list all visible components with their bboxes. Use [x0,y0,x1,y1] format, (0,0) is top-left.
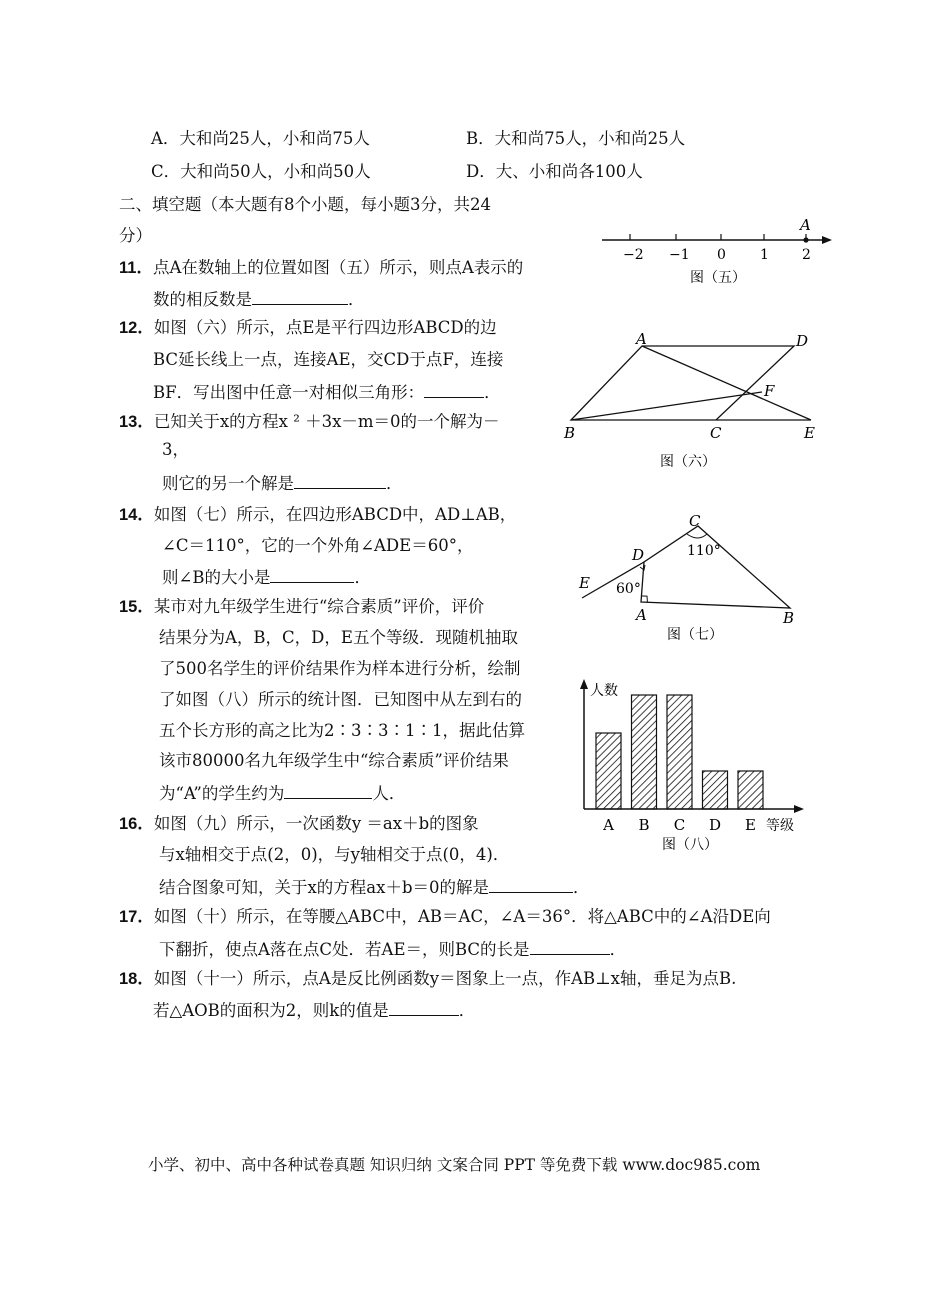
question-text: 如图（七）所示，在四边形ABCD中，AD⊥AB， [153,505,517,524]
arrow-icon [822,236,832,244]
question-18 [119,969,736,989]
angle-label-d: 60° [616,581,641,597]
category-label: D [708,816,722,834]
question-14-line2: ∠C＝110°，它的一个外角∠ADE＝60°， [162,536,474,555]
bar-group [596,695,763,809]
punctuation: ． [484,383,501,402]
punctuation: ． [386,474,403,493]
question-number: 13． [119,413,154,431]
question-16-line2: 与x轴相交于点(2，0)，与y轴相交于点(0，4)． [159,845,510,864]
question-text: 如图（六）所示，点E是平行四边形ABCD的边 [153,318,497,337]
question-15-line5: 五个长方形的高之比为2∶3∶3∶1∶1，据此估算 [159,721,525,740]
vertex-label-b: B [783,609,795,627]
question-14 [119,505,516,525]
question-17-line2 [159,938,626,960]
choice-d: D．大、小和尚各100人 [466,162,643,181]
question-15-line6: 该市80000名九年级学生中“综合素质”评价结果 [159,751,509,770]
tick-label: −2 [623,247,644,263]
question-15 [119,597,484,617]
punctuation: ． [348,290,365,309]
figure-number-line [596,212,836,292]
quadrilateral-abcd [641,526,790,608]
category-label: E [745,816,756,834]
figure-caption: 图（七） [667,627,723,643]
question-13-line2: 3， [162,440,189,459]
vertex-label-c: C [710,424,722,442]
angle-label-c: 110° [687,543,721,559]
page-footer: 小学、初中、高中各种试卷真题 知识归纳 文案合同 PPT 等免费下载 www.doc985.com [148,1156,761,1174]
bar-d [703,771,728,809]
vertex-label-a: A [636,606,647,624]
figure-bar-chart [574,675,814,857]
answer-blank[interactable] [270,566,354,583]
question-15-line4: 了如图（八）所示的统计图．已知图中从左到右的 [159,690,522,709]
point-a [803,237,808,242]
question-number: 16． [119,815,154,833]
vertex-label-c: C [689,512,701,530]
segment-ae [642,346,811,420]
tick-label: 0 [717,247,726,263]
question-12-line3 [153,381,501,403]
choice-b: B．大和尚75人，小和尚25人 [466,129,686,148]
question-text: 结合图象可知，关于x的方程ax＋b＝0的解是 [159,878,490,897]
question-text: 若△AOB的面积为2，则k的值是 [153,1001,389,1020]
question-18-line2 [153,999,475,1021]
figure-caption: 图（五） [690,270,746,286]
y-axis-label: 人数 [590,683,618,699]
x-axis-label: 等级 [766,818,794,834]
question-text: 某市对九年级学生进行“综合素质”评价，评价 [153,597,485,616]
question-text: 下翻折，使点A落在点C处．若AE＝，则BC的长是 [159,940,530,959]
answer-blank[interactable] [489,876,573,893]
question-number: 11． [119,259,153,277]
category-label: A [603,816,614,834]
bar-e [738,771,763,809]
section-heading: 二、填空题（本大题有8个小题，每小题3分，共24 [119,195,491,214]
question-17 [119,907,771,927]
question-text: 则它的另一个解是 [162,474,294,493]
question-number: 15． [119,598,154,616]
category-label: B [638,816,650,834]
question-number: 17． [119,908,154,926]
tick-label-group [602,816,756,834]
question-text: 为“A”的学生约为 [159,784,285,803]
tick-label: −1 [669,247,690,263]
answer-blank[interactable] [252,288,348,305]
question-16 [119,814,479,834]
point-a-label: A [800,216,811,234]
section-heading-cont: 分） [119,226,152,245]
y-axis-arrow-icon [580,679,588,689]
vertex-label-d: D [796,332,809,350]
punctuation: ． [458,1001,476,1020]
question-15-line3: 了500名学生的评价结果作为样本进行分析，绘制 [159,659,521,678]
angle-mark-c [687,534,707,538]
vertex-label-d: D [632,546,645,564]
question-13 [119,412,500,432]
choice-a: A．大和尚25人，小和尚75人 [151,129,370,148]
category-label: C [673,816,686,834]
answer-blank[interactable] [389,999,459,1016]
tick-label: 2 [802,247,811,263]
answer-blank[interactable] [530,938,610,955]
answer-blank[interactable] [284,782,372,799]
x-axis-arrow-icon [794,805,804,813]
vertex-label-f: F [764,382,775,400]
parallelogram-abcd [571,346,794,420]
question-15-line7 [159,782,405,804]
question-number: 14． [119,506,154,524]
question-text: 已知关于x的方程x ² ＋3x－m＝0的一个解为－ [153,412,500,431]
question-text: 则∠B的大小是 [162,568,271,587]
question-11-line2 [153,288,365,310]
question-12-line2: BC延长线上一点，连接AE，交CD于点F，连接 [153,350,504,369]
question-text: 点A在数轴上的位置如图（五）所示，则点A表示的 [152,258,524,277]
tick-label: 1 [760,247,769,263]
vertex-label-b: B [564,424,576,442]
choice-c: C．大和尚50人，小和尚50人 [151,162,371,181]
figure-parallelogram [556,328,836,478]
question-11 [119,258,523,278]
question-number: 18． [119,970,154,988]
bar-b [632,695,657,809]
question-number: 12． [119,319,154,337]
vertex-label-e: E [579,574,590,592]
question-text: 如图（九）所示，一次函数y ＝ax＋b的图象 [153,814,479,833]
vertex-label-a: A [636,330,647,348]
figure-quadrilateral [574,512,804,647]
punctuation: 人． [372,784,406,803]
question-16-line3 [159,876,590,898]
question-12 [119,318,497,338]
question-text: 如图（十）所示，在等腰△ABC中，AB＝AC，∠A＝36°．将△ABC中的∠A沿DE向 [153,907,771,926]
segment-bf [571,392,762,420]
question-text: BF．写出图中任意一对相似三角形： [153,383,425,402]
punctuation: ． [573,878,590,897]
punctuation: ． [354,568,371,587]
question-15-line2: 结果分为A，B，C，D，E五个等级．现随机抽取 [159,628,518,647]
question-text: 数的相反数是 [153,290,252,309]
question-13-line3 [162,472,403,494]
figure-caption: 图（六） [660,454,716,470]
answer-blank[interactable] [424,381,484,398]
question-text: 如图（十一）所示，点A是反比例函数y＝图象上一点，作AB⊥x轴，垂足为点B. [153,969,737,988]
answer-blank[interactable] [294,472,386,489]
figure-caption: 图（八） [662,837,718,853]
punctuation: ． [609,940,627,959]
vertex-label-e: E [804,424,815,442]
bar-c [667,695,692,809]
question-14-line3 [162,566,371,588]
bar-a [596,733,621,809]
